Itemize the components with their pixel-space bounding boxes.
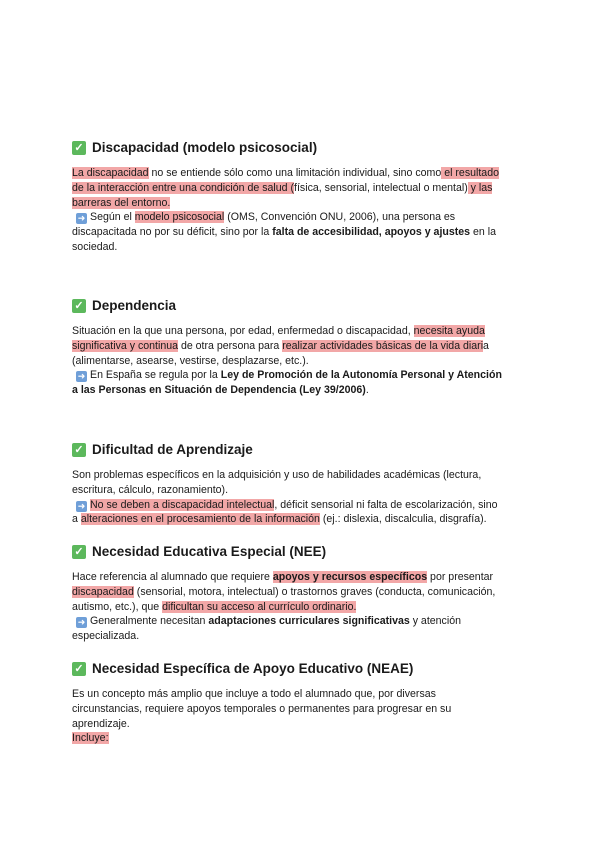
text-line (72, 196, 532, 211)
text-line (72, 614, 532, 629)
text-span: especializada. (72, 630, 140, 643)
text-line (72, 629, 532, 644)
text-span: Hace referencia al alumnado que requiere (72, 571, 273, 583)
section-heading (72, 440, 532, 459)
check-icon: ✓ (72, 299, 86, 313)
text-line (72, 585, 532, 600)
highlighted-text: modelo psicosocial (134, 211, 225, 224)
arrow-right-icon: ➜ (77, 617, 86, 628)
text-span: (OMS, Convención ONU, 2006), una persona es (224, 211, 456, 224)
section-heading (72, 542, 532, 561)
text-span: Generalmente necesitan (90, 615, 209, 628)
text-span: a (483, 339, 489, 352)
heading-text: Dependencia (92, 298, 177, 313)
text-span: aprendizaje. (72, 717, 130, 730)
text-span: y atención (409, 615, 461, 628)
text-line (72, 570, 532, 585)
highlighted-text: La discapacidad (72, 167, 149, 179)
check-icon: ✓ (72, 545, 86, 559)
text-line (72, 210, 532, 225)
bold-text: Ley de Promoción de la Autonomía Personal y Atención (220, 369, 502, 382)
highlighted-text: discapacidad (72, 585, 134, 598)
text-line (72, 368, 532, 383)
heading-text: Necesidad Específica de Apoyo Educativo (NEAE) (92, 661, 414, 676)
text-span: de otra persona para (178, 339, 283, 352)
text-span: Son problemas específicos en la adquisición y uso de habilidades académicas (lectura, (72, 469, 482, 481)
text-line (72, 339, 532, 354)
arrow-right-icon: ➜ (77, 500, 86, 511)
bold-text: adaptaciones curriculares significativas (208, 615, 410, 628)
text-line (72, 600, 532, 615)
text-span: Según el (90, 211, 135, 224)
highlighted-text: y las (467, 181, 493, 194)
text-span: En España se regula por la (90, 369, 221, 382)
highlighted-text: el resultado (441, 167, 499, 179)
check-icon: ✓ (72, 443, 86, 457)
highlighted-text: alteraciones en el procesamiento de la información (80, 513, 320, 526)
highlighted-text: apoyos y recursos específicos (272, 571, 428, 583)
arrow-right-icon: ➜ (77, 213, 86, 224)
highlighted-text: significativa y continua (72, 339, 178, 352)
text-span: sociedad. (72, 240, 118, 253)
text-span: autismo, etc.), que (72, 600, 163, 613)
section (72, 542, 532, 644)
check-icon: ✓ (72, 141, 86, 155)
text-line (72, 731, 532, 746)
text-span: , déficit sensorial ni falta de escolarización, sino (274, 498, 498, 511)
heading-text: Necesidad Educativa Especial (NEE) (92, 544, 327, 559)
text-span: (alimentarse, asearse, vestirse, desplazarse, etc.). (72, 354, 309, 367)
text-line (72, 483, 532, 498)
text-line (72, 240, 532, 255)
section-heading (72, 659, 532, 678)
section (72, 138, 532, 255)
highlighted-text: realizar actividades básicas de la vida diari (282, 339, 484, 352)
text-line (72, 512, 532, 527)
text-span: circunstancias, requiere apoyos temporales o permanentes para progresar en su (72, 702, 452, 715)
text-line (72, 468, 532, 483)
text-line (72, 324, 532, 339)
text-span: física, sensorial, intelectual o mental) (294, 181, 468, 194)
text-line (72, 225, 532, 240)
text-span: por presentar (427, 571, 494, 583)
highlighted-text: Incluye: (72, 732, 109, 745)
text-span: Es un concepto más amplio que incluye a todo el alumnado que, por diversas (72, 688, 436, 700)
section (72, 440, 532, 527)
text-span: (sensorial, motora, intelectual) o trastornos graves (conducta, comunicación, (133, 585, 496, 598)
arrow-right-icon: ➜ (77, 371, 86, 382)
text-line (72, 166, 532, 181)
text-span: en la (470, 226, 496, 239)
heading-text: Dificultad de Aprendizaje (92, 442, 253, 457)
heading-text: Discapacidad (modelo psicosocial) (92, 140, 318, 155)
highlighted-text: de la interacción entre una condición de salud ( (72, 181, 295, 194)
section-heading (72, 138, 532, 157)
text-span: . (365, 384, 369, 397)
highlighted-text: No se deben a discapacidad intelectual (90, 498, 275, 511)
text-line (72, 687, 532, 702)
text-span: discapacitada no por su déficit, sino por la (72, 226, 273, 239)
section (72, 659, 532, 746)
highlighted-text: necesita ayuda (413, 325, 485, 337)
highlighted-text: barreras del entorno. (72, 196, 171, 209)
section-heading (72, 296, 532, 315)
highlighted-text: dificultan su acceso al currículo ordinario. (162, 600, 357, 613)
text-span: Situación en la que una persona, por edad, enfermedad o discapacidad, (72, 325, 414, 337)
text-line (72, 354, 532, 369)
text-line (72, 702, 532, 717)
section (72, 296, 532, 398)
text-line (72, 181, 532, 196)
text-span: (ej.: dislexia, discalculia, disgrafía). (319, 513, 487, 526)
text-span: escritura, cálculo, razonamiento). (72, 483, 229, 496)
text-line (72, 498, 532, 513)
bold-text: falta de accesibilidad, apoyos y ajustes (272, 226, 471, 239)
text-line (72, 383, 532, 398)
text-span: no se entiende sólo como una limitación individual, sino como (148, 167, 442, 179)
text-line (72, 717, 532, 732)
bold-text: a las Personas en Situación de Dependencia (Ley 39/2006) (72, 384, 366, 397)
text-span: a (72, 513, 81, 526)
check-icon: ✓ (72, 662, 86, 676)
